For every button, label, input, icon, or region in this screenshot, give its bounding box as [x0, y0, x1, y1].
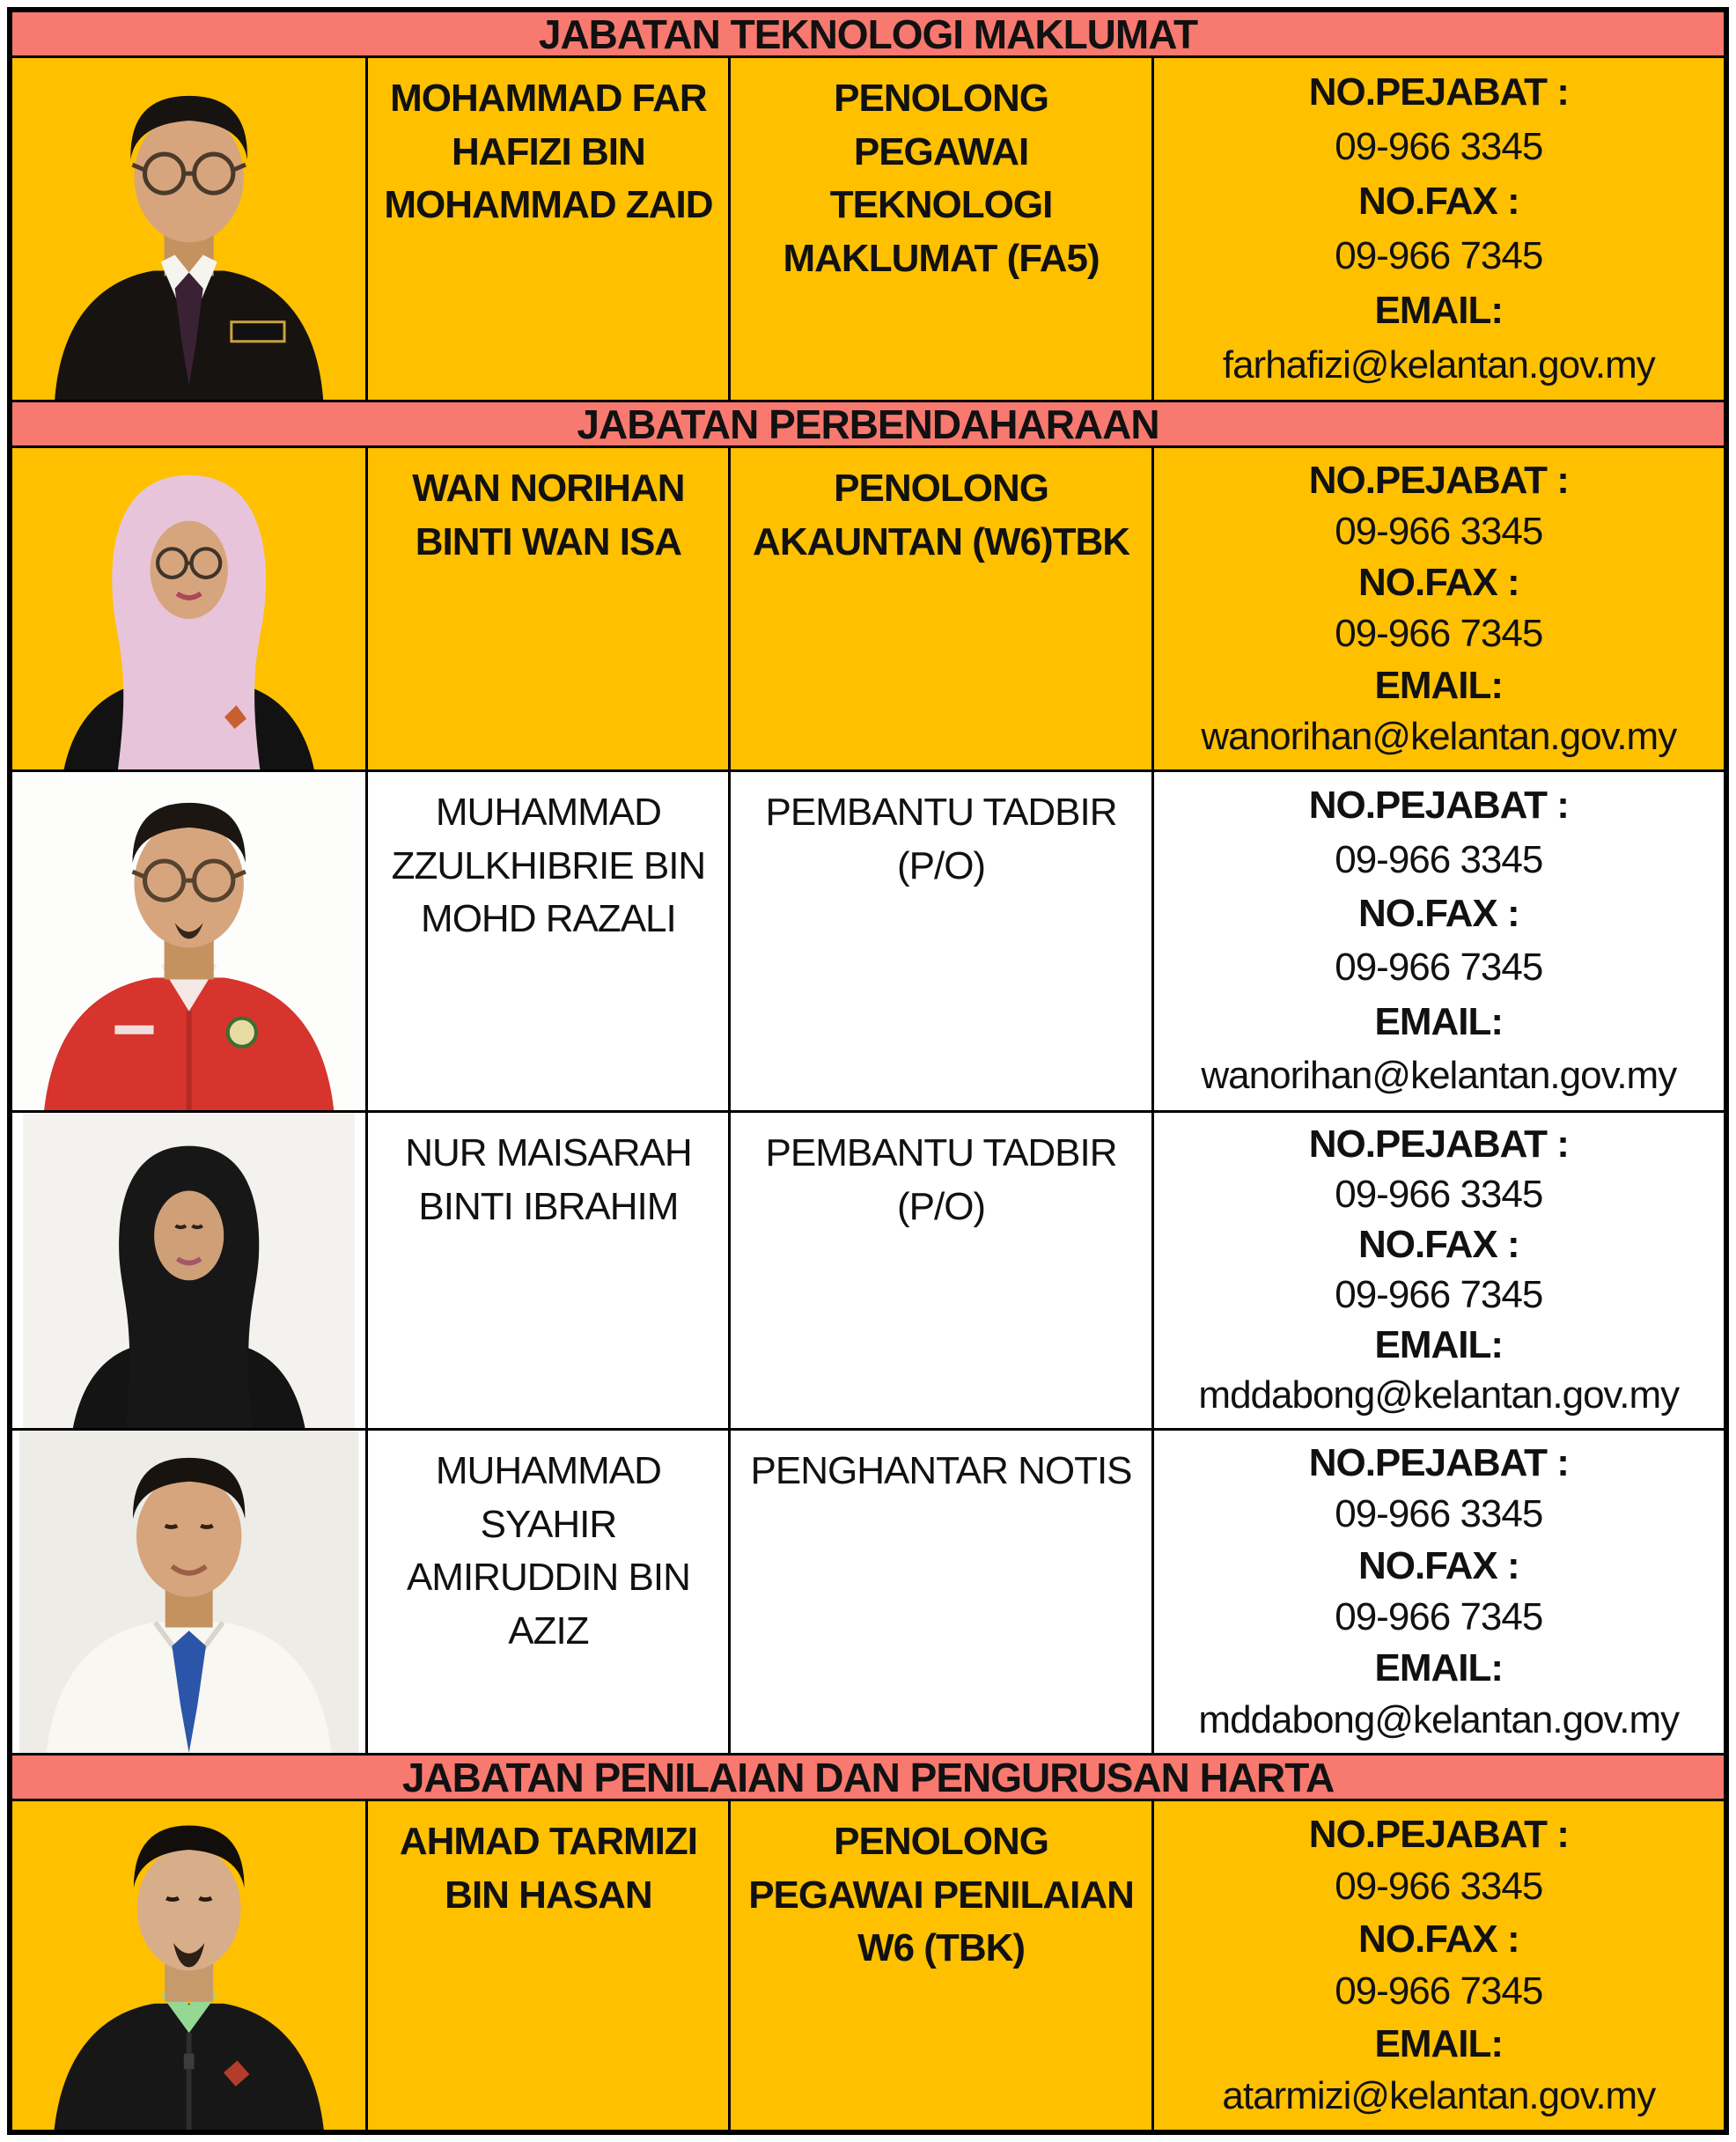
office-number: 09-966 3345	[1335, 510, 1543, 554]
fax-number: 09-966 7345	[1335, 612, 1543, 656]
staff-contact	[1154, 1801, 1724, 2130]
office-label: NO.PEJABAT :	[1308, 1812, 1569, 1856]
staff-position: PENGHANTAR NOTIS	[731, 1431, 1153, 1753]
staff-directory-table	[7, 7, 1729, 2135]
staff-position: PENOLONG PEGAWAI PENILAIAN W6 (TBK)	[731, 1801, 1153, 2130]
office-label: NO.PEJABAT :	[1308, 70, 1569, 114]
staff-position: PENOLONG AKAUNTAN (W6)TBK	[731, 448, 1153, 769]
staff-position: PEMBANTU TADBIR (P/O)	[731, 772, 1153, 1110]
email-label: EMAIL:	[1374, 999, 1504, 1043]
staff-name: AHMAD TARMIZI BIN HASAN	[368, 1801, 731, 2130]
email-address: wanorihan@kelantan.gov.my	[1201, 714, 1677, 758]
fax-number: 09-966 7345	[1335, 1594, 1543, 1638]
staff-position: PENOLONG PEGAWAI TEKNOLOGI MAKLUMAT (FA5)	[731, 58, 1153, 400]
office-number: 09-966 3345	[1335, 1492, 1543, 1536]
email-label: EMAIL:	[1374, 663, 1504, 707]
email-label: EMAIL:	[1374, 1646, 1504, 1690]
department-header-teknologi-maklumat: JABATAN TEKNOLOGI MAKLUMAT	[12, 12, 1724, 58]
staff-row	[12, 448, 1724, 772]
fax-label: NO.FAX :	[1357, 561, 1519, 605]
staff-name: WAN NORIHAN BINTI WAN ISA	[368, 448, 731, 769]
fax-label: NO.FAX :	[1357, 1917, 1519, 1961]
staff-name: MOHAMMAD FAR HAFIZI BIN MOHAMMAD ZAID	[368, 58, 731, 400]
department-header-perbendaharaan: JABATAN PERBENDAHARAAN	[12, 402, 1724, 448]
office-number: 09-966 3345	[1335, 1865, 1543, 1909]
fax-label: NO.FAX :	[1357, 1223, 1519, 1267]
staff-position: PEMBANTU TADBIR (P/O)	[731, 1113, 1153, 1428]
email-label: EMAIL:	[1374, 2021, 1504, 2065]
staff-photo	[12, 772, 365, 1110]
office-label: NO.PEJABAT :	[1308, 1440, 1569, 1484]
email-label: EMAIL:	[1374, 288, 1504, 332]
email-address: farhafizi@kelantan.gov.my	[1222, 342, 1655, 386]
staff-photo-cell	[12, 1431, 368, 1753]
staff-name: MUHAMMAD SYAHIR AMIRUDDIN BIN AZIZ	[368, 1431, 731, 1753]
fax-number: 09-966 7345	[1335, 946, 1543, 990]
office-label: NO.PEJABAT :	[1308, 458, 1569, 502]
fax-label: NO.FAX :	[1357, 892, 1519, 936]
staff-contact	[1154, 1113, 1724, 1428]
email-address: mddabong@kelantan.gov.my	[1198, 1373, 1680, 1417]
staff-contact	[1154, 58, 1724, 400]
staff-contact	[1154, 448, 1724, 769]
department-header-penilaian-harta: JABATAN PENILAIAN DAN PENGURUSAN HARTA	[12, 1756, 1724, 1801]
staff-photo	[12, 1431, 365, 1753]
staff-row	[12, 1801, 1724, 2130]
staff-photo	[12, 1113, 365, 1428]
staff-photo-cell	[12, 1113, 368, 1428]
staff-photo	[12, 1801, 365, 2130]
email-address: atarmizi@kelantan.gov.my	[1222, 2074, 1656, 2118]
staff-contact	[1154, 1431, 1724, 1753]
staff-row	[12, 58, 1724, 402]
office-label: NO.PEJABAT :	[1308, 784, 1569, 828]
staff-name: MUHAMMAD ZZULKHIBRIE BIN MOHD RAZALI	[368, 772, 731, 1110]
staff-contact	[1154, 772, 1724, 1110]
staff-name: NUR MAISARAH BINTI IBRAHIM	[368, 1113, 731, 1428]
staff-row	[12, 1431, 1724, 1756]
staff-photo-cell	[12, 58, 368, 400]
staff-photo-cell	[12, 448, 368, 769]
fax-number: 09-966 7345	[1335, 1273, 1543, 1317]
email-address: mddabong@kelantan.gov.my	[1198, 1697, 1680, 1741]
email-address: wanorihan@kelantan.gov.my	[1201, 1054, 1677, 1098]
office-number: 09-966 3345	[1335, 837, 1543, 881]
staff-photo	[12, 448, 365, 769]
office-number: 09-966 3345	[1335, 124, 1543, 168]
staff-photo	[12, 58, 365, 400]
fax-number: 09-966 7345	[1335, 233, 1543, 277]
staff-photo-cell	[12, 772, 368, 1110]
fax-label: NO.FAX :	[1357, 179, 1519, 223]
office-label: NO.PEJABAT :	[1308, 1123, 1569, 1167]
staff-photo-cell	[12, 1801, 368, 2130]
fax-label: NO.FAX :	[1357, 1543, 1519, 1587]
email-label: EMAIL:	[1374, 1323, 1504, 1367]
fax-number: 09-966 7345	[1335, 1969, 1543, 2013]
staff-row	[12, 772, 1724, 1113]
staff-row	[12, 1113, 1724, 1431]
office-number: 09-966 3345	[1335, 1173, 1543, 1217]
